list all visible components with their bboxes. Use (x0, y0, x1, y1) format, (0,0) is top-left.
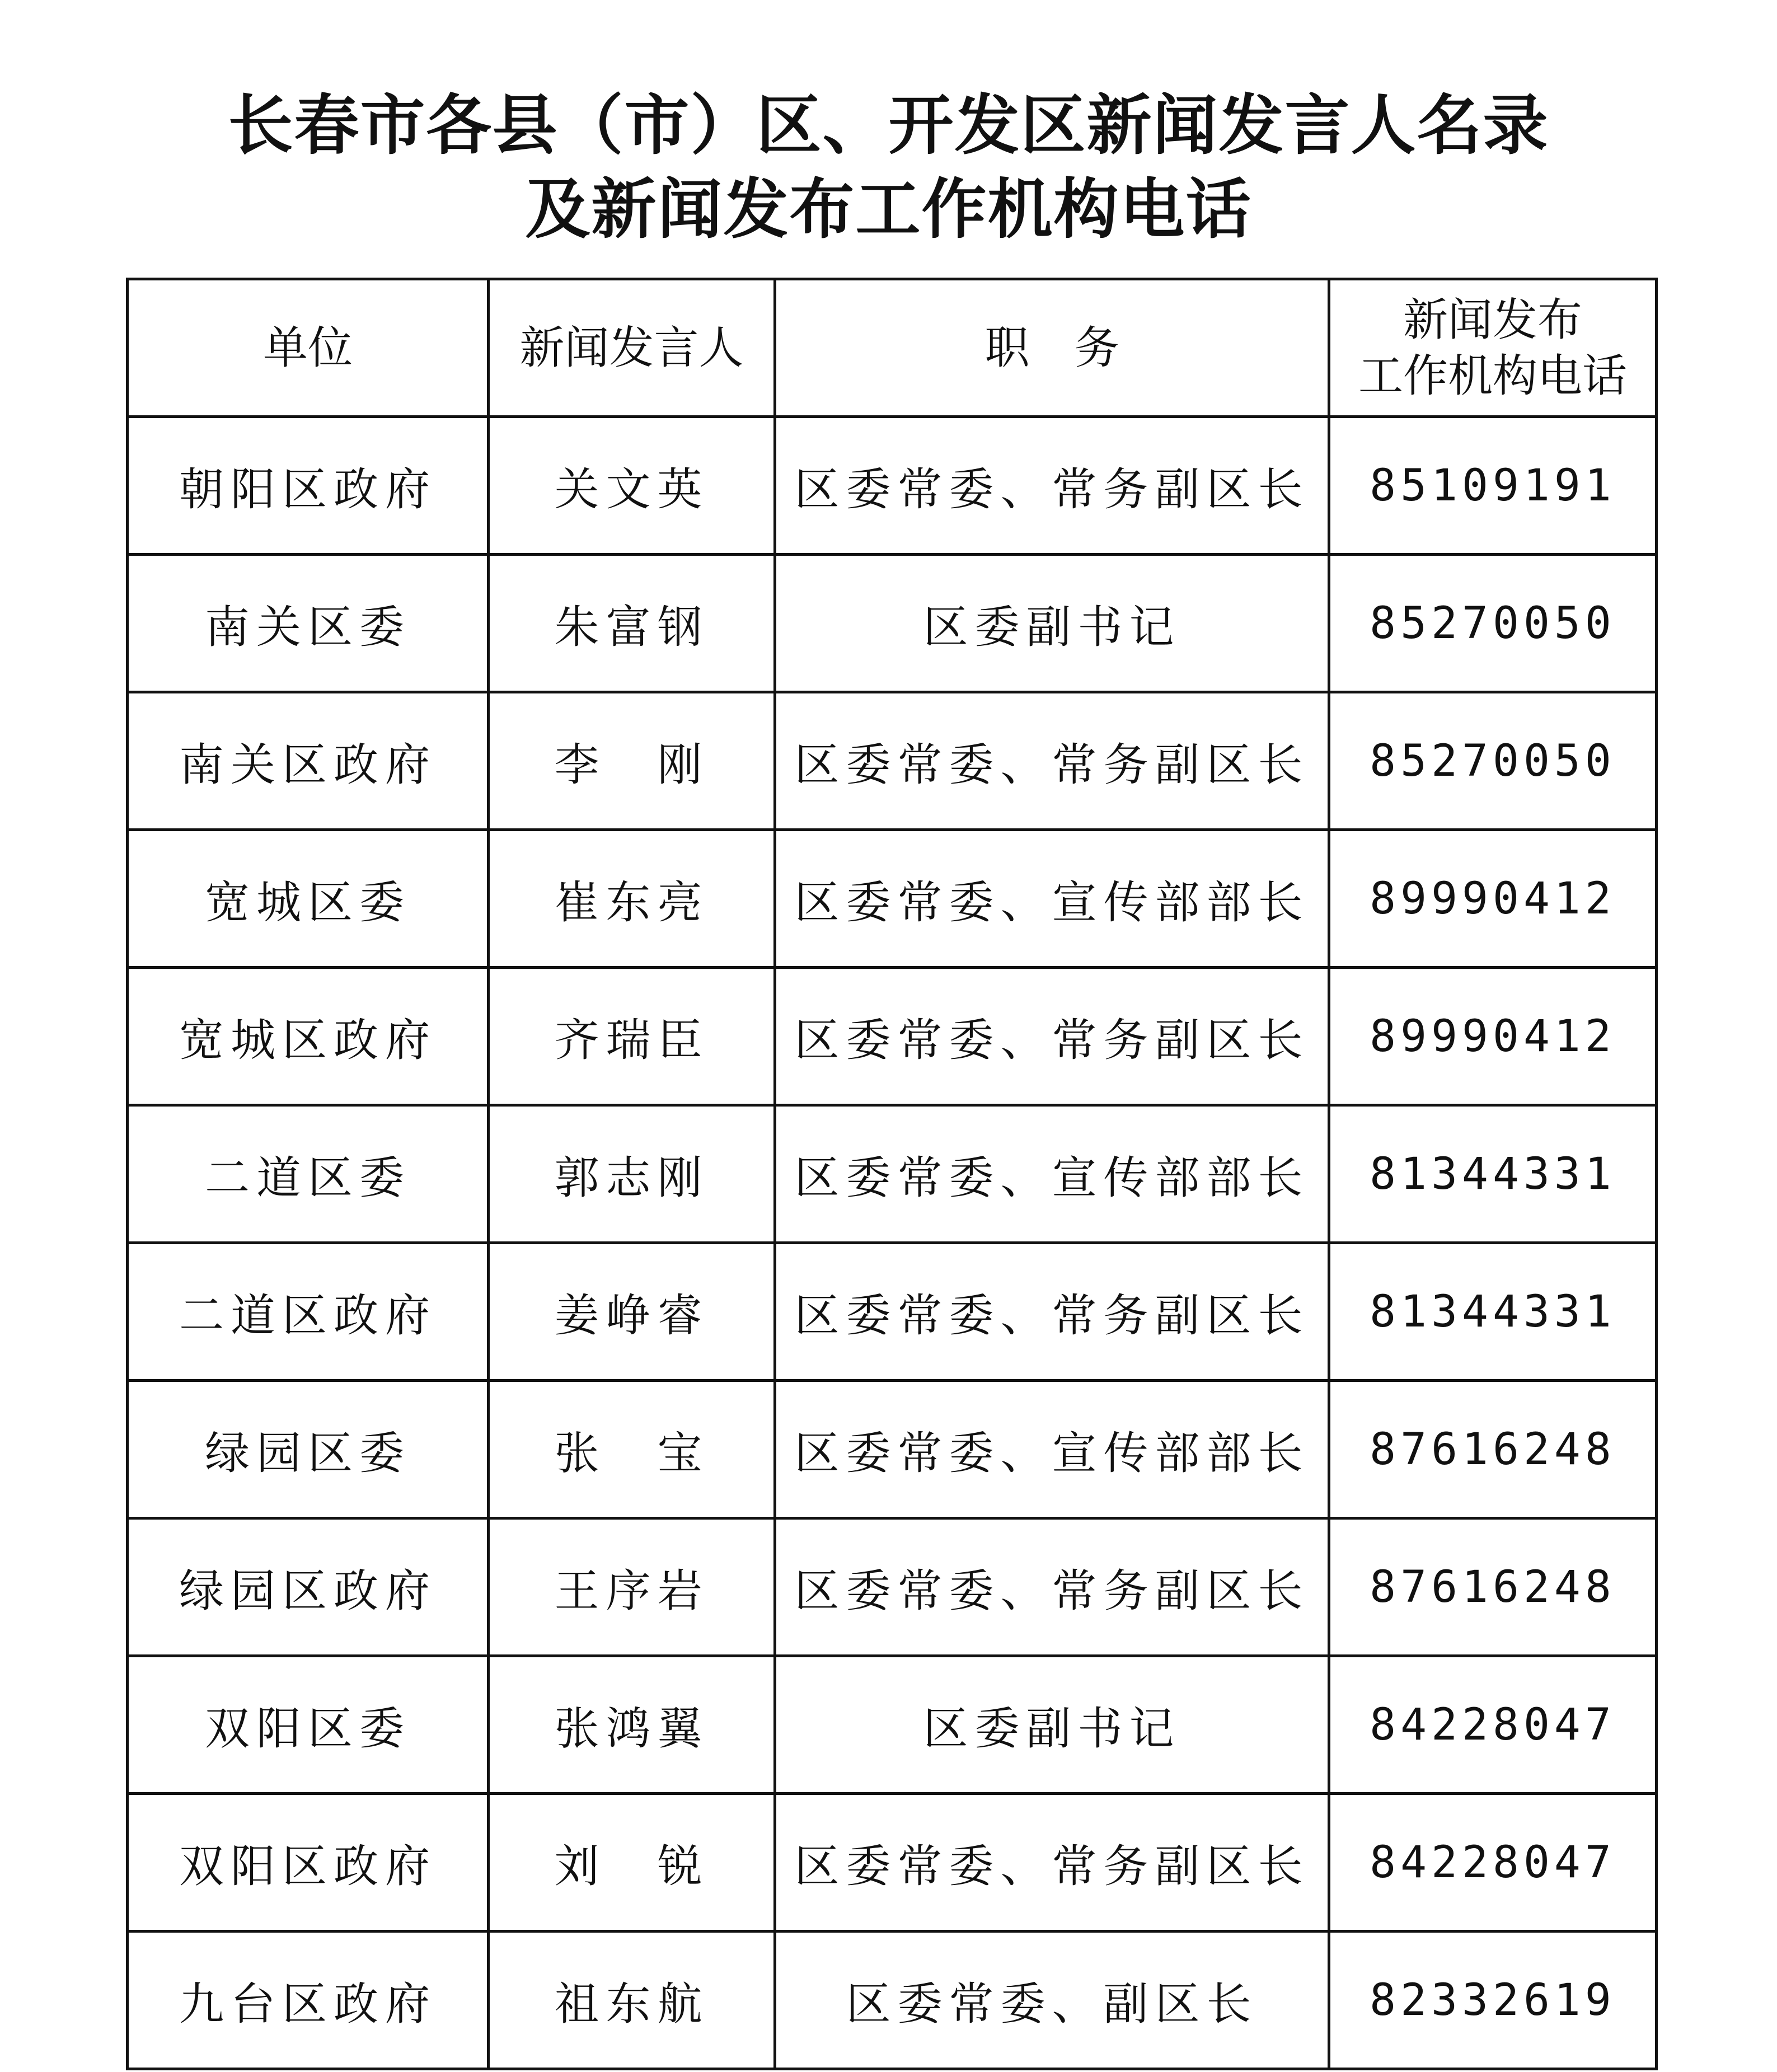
table-row (128, 692, 1657, 830)
cell-phone: 89990412 (1329, 968, 1657, 1105)
document-title (0, 84, 1777, 252)
table-row (128, 417, 1657, 555)
cell-position: 区委常委、宣传部部长 (775, 1105, 1329, 1243)
cell-position: 区委常委、常务副区长 (775, 1794, 1329, 1932)
header-phone-line-1: 新闻发布 (1403, 293, 1582, 346)
cell-unit: 南关区委 (128, 555, 489, 692)
cell-spokesperson: 张 宝 (489, 1381, 775, 1518)
table-row (128, 830, 1657, 968)
header-spokesperson: 新闻发言人 (489, 279, 775, 417)
cell-unit: 朝阳区政府 (128, 417, 489, 555)
cell-spokesperson: 郭志刚 (489, 1105, 775, 1243)
cell-phone: 84228047 (1329, 1794, 1657, 1932)
cell-position: 区委常委、宣传部部长 (775, 1381, 1329, 1518)
cell-phone: 85109191 (1329, 417, 1657, 555)
cell-phone: 81344331 (1329, 1105, 1657, 1243)
table-header-row (128, 279, 1657, 417)
cell-phone: 85270050 (1329, 692, 1657, 830)
cell-position: 区委常委、常务副区长 (775, 692, 1329, 830)
cell-phone: 87616248 (1329, 1381, 1657, 1518)
cell-spokesperson: 关文英 (489, 417, 775, 555)
cell-spokesperson: 刘 锐 (489, 1794, 775, 1932)
cell-unit: 绿园区委 (128, 1381, 489, 1518)
cell-position: 区委常委、常务副区长 (775, 417, 1329, 555)
cell-position: 区委常委、常务副区长 (775, 1243, 1329, 1381)
table-row (128, 1105, 1657, 1243)
cell-position: 区委副书记 (775, 1656, 1329, 1794)
cell-position: 区委常委、常务副区长 (775, 1518, 1329, 1656)
cell-unit: 南关区政府 (128, 692, 489, 830)
cell-unit: 宽城区委 (128, 830, 489, 968)
cell-unit: 九台区政府 (128, 1932, 489, 2069)
spokesperson-table (126, 278, 1658, 2070)
cell-spokesperson: 祖东航 (489, 1932, 775, 2069)
cell-position: 区委常委、副区长 (775, 1932, 1329, 2069)
table-row (128, 1932, 1657, 2069)
cell-spokesperson: 齐瑞臣 (489, 968, 775, 1105)
header-phone (1329, 279, 1657, 417)
cell-unit: 二道区政府 (128, 1243, 489, 1381)
table-body (128, 417, 1657, 2069)
cell-spokesperson: 张鸿翼 (489, 1656, 775, 1794)
cell-phone: 85270050 (1329, 555, 1657, 692)
cell-position: 区委常委、宣传部部长 (775, 830, 1329, 968)
cell-spokesperson: 李 刚 (489, 692, 775, 830)
table-row (128, 1794, 1657, 1932)
cell-spokesperson: 姜峥睿 (489, 1243, 775, 1381)
cell-unit: 双阳区政府 (128, 1794, 489, 1932)
cell-position: 区委常委、常务副区长 (775, 968, 1329, 1105)
title-line-1: 长春市各县（市）区、开发区新闻发言人名录 (228, 88, 1549, 163)
cell-unit: 双阳区委 (128, 1656, 489, 1794)
cell-unit: 二道区委 (128, 1105, 489, 1243)
table-row (128, 1518, 1657, 1656)
table-row (128, 968, 1657, 1105)
cell-spokesperson: 崔东亮 (489, 830, 775, 968)
cell-unit: 宽城区政府 (128, 968, 489, 1105)
header-phone-line-2: 工作机构电话 (1358, 349, 1627, 402)
cell-unit: 绿园区政府 (128, 1518, 489, 1656)
cell-phone: 81344331 (1329, 1243, 1657, 1381)
table-row (128, 555, 1657, 692)
cell-spokesperson: 王序岩 (489, 1518, 775, 1656)
cell-spokesperson: 朱富钢 (489, 555, 775, 692)
cell-phone: 87616248 (1329, 1518, 1657, 1656)
table-row (128, 1656, 1657, 1794)
title-line-2: 及新闻发布工作机构电话 (525, 172, 1252, 247)
cell-phone: 84228047 (1329, 1656, 1657, 1794)
header-position: 职 务 (775, 279, 1329, 417)
header-unit: 单位 (128, 279, 489, 417)
cell-phone: 82332619 (1329, 1932, 1657, 2069)
table-row (128, 1381, 1657, 1518)
cell-phone: 89990412 (1329, 830, 1657, 968)
table-row (128, 1243, 1657, 1381)
cell-position: 区委副书记 (775, 555, 1329, 692)
